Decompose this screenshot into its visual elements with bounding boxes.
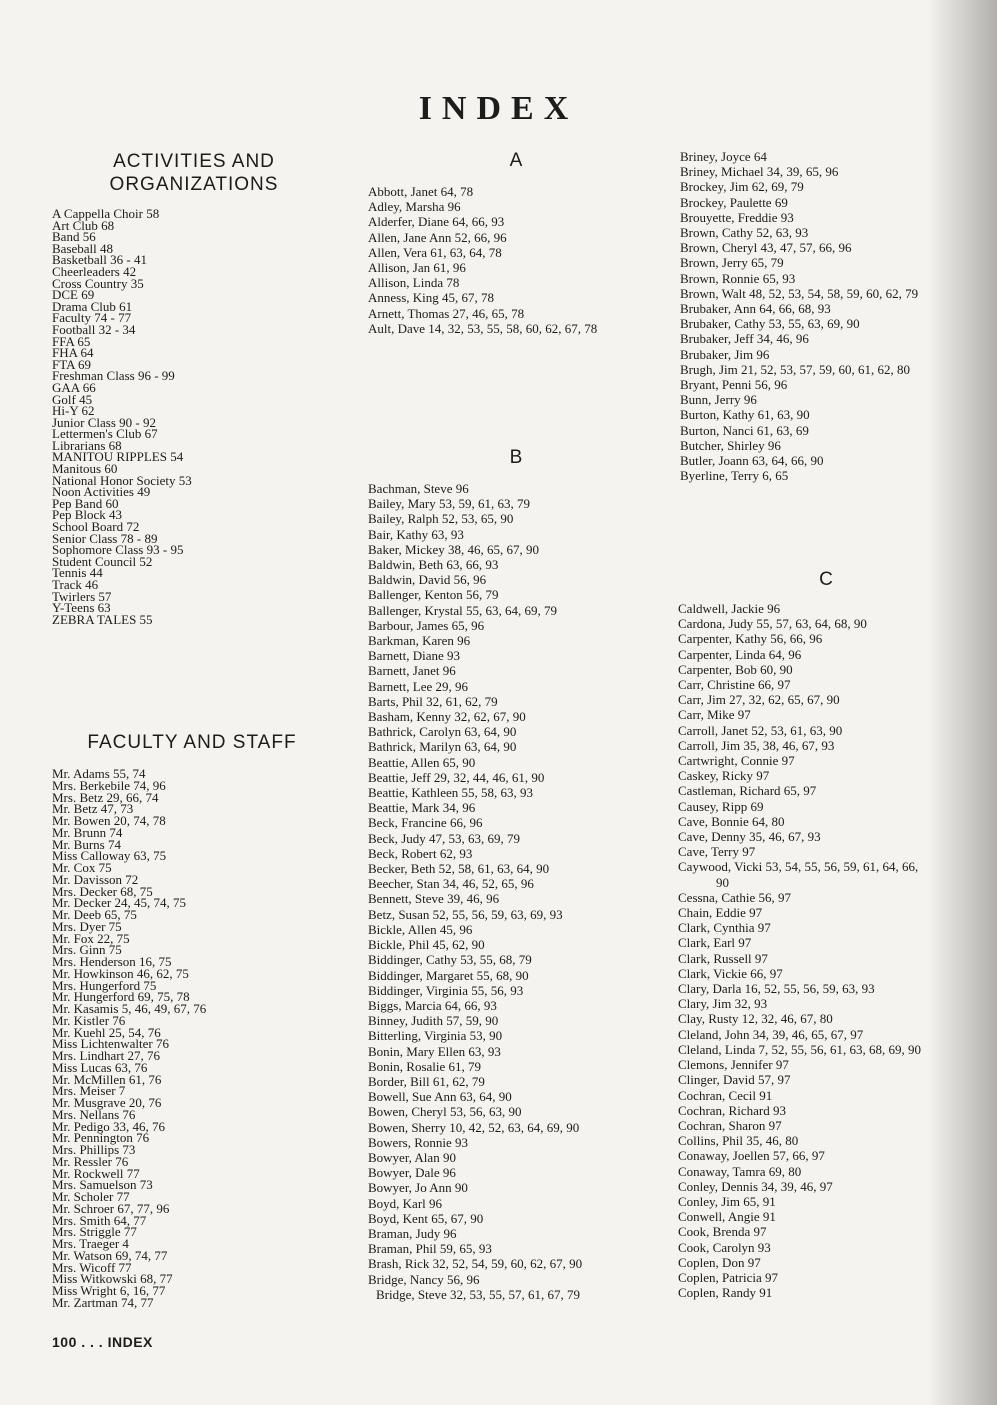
faculty-entry: Mrs. Ginn 75 [52,942,122,958]
index-entry: Castleman, Richard 65, 97 [678,783,817,799]
index-entry: Caldwell, Jackie 96 [678,601,781,616]
index-entry: Ballenger, Krystal 55, 63, 64, 69, 79 [368,602,558,618]
faculty-heading: FACULTY AND STAFF [87,732,297,753]
activity-entry: Drama Club 61 [52,298,133,314]
index-entry: Coplen, Patricia 97 [678,1269,779,1285]
index-entry: Brown, Ronnie 65, 93 [680,270,796,286]
index-entry: Bowyer, Alan 90 [368,1149,456,1165]
faculty-entry: Miss Lichtenwalter 76 [52,1036,169,1052]
index-entry: Bryant, Penni 56, 96 [680,377,788,393]
activity-entry: Junior Class 90 - 92 [52,414,156,430]
index-entry: Carr, Mike 97 [678,707,751,723]
index-entry: Barts, Phil 32, 61, 62, 79 [368,693,498,709]
index-entry: Beattie, Jeff 29, 32, 44, 46, 61, 90 [368,769,545,785]
faculty-entry: Mrs. Lindhart 27, 76 [52,1048,160,1063]
index-entry: Bair, Kathy 63, 93 [368,526,464,542]
index-entry: Caywood, Vicki 53, 54, 55, 56, 59, 61, 64, 66, [678,859,919,875]
faculty-entry: Mr. Pennington 76 [52,1130,150,1146]
faculty-entry: Mrs. Wicoff 77 [52,1259,132,1275]
index-entry: Butcher, Shirley 96 [680,437,781,453]
activity-entry: A Cappella Choir 58 [52,206,160,221]
index-entry: Causey, Ripp 69 [678,798,764,814]
activity-entry: National Honor Society 53 [52,472,192,488]
faculty-entry: Mr. Pedigo 33, 46, 76 [52,1118,166,1134]
faculty-entry: Mr. Schroer 67, 77, 96 [52,1200,170,1216]
index-entry: Barnett, Lee 29, 96 [368,678,468,694]
index-entry: Burton, Kathy 61, 63, 90 [680,407,810,423]
activity-entry: Pep Band 60 [52,495,119,511]
index-entry: Cochran, Richard 93 [678,1102,786,1118]
index-entry: Butler, Joann 63, 64, 66, 90 [680,453,824,469]
index-entry: Cook, Carolyn 93 [678,1239,771,1255]
faculty-entry: Mr. Betz 47, 73 [52,801,134,817]
index-entry: Cave, Denny 35, 46, 67, 93 [678,829,821,845]
faculty-entry: Mr. Ressler 76 [52,1153,129,1169]
index-entry: Carpenter, Bob 60, 90 [678,661,793,677]
index-entry: Carr, Christine 66, 97 [678,677,791,693]
index-entry: Bailey, Ralph 52, 53, 65, 90 [368,511,514,527]
faculty-entry: Mr. Burns 74 [52,836,121,852]
activity-entry: Sophomore Class 93 - 95 [52,542,184,558]
index-entry: Bailey, Mary 53, 59, 61, 63, 79 [368,496,530,512]
index-entry: Brown, Cathy 52, 63, 93 [680,225,809,241]
activity-entry: Band 56 [52,229,96,245]
index-entry: Conley, Jim 65, 91 [678,1193,776,1209]
index-entry: Brown, Cheryl 43, 47, 57, 66, 96 [680,240,852,256]
index-entry: Clary, Jim 32, 93 [678,996,768,1012]
section-b-continued-list [680,149,980,483]
index-entry: Clark, Cynthia 97 [678,920,771,936]
activity-entry: Senior Class 78 - 89 [52,530,158,546]
index-entry: Cleland, Linda 7, 52, 55, 56, 61, 63, 68, 69, 90 [678,1041,922,1057]
index-entry: Bowen, Cheryl 53, 56, 63, 90 [368,1104,522,1120]
index-entry: Carpenter, Linda 64, 96 [678,646,802,662]
activity-entry: Manitous 60 [52,461,118,477]
index-entry: Bowen, Sherry 10, 42, 52, 63, 64, 69, 90 [368,1119,580,1135]
faculty-entry: Mr. Watson 69, 74, 77 [52,1247,168,1263]
index-entry: Alderfer, Diane 64, 66, 93 [368,214,505,230]
index-entry: Brockey, Paulette 69 [680,194,788,210]
index-entry: Bickle, Phil 45, 62, 90 [368,937,485,953]
index-entry: Brugh, Jim 21, 52, 53, 57, 59, 60, 61, 62, 80 [680,361,911,377]
faculty-entry: Mrs. Hungerford 75 [52,977,157,993]
index-entry: Beck, Francine 66, 96 [368,815,483,831]
activity-entry: Librarians 68 [52,437,122,453]
index-entry: Beecher, Stan 34, 46, 52, 65, 96 [368,876,534,892]
faculty-entry: Mr. Zartman 74, 77 [52,1294,154,1310]
faculty-entry: Miss Calloway 63, 75 [52,848,167,864]
index-entry: Beattie, Kathleen 55, 58, 63, 93 [368,785,533,801]
index-entry: 90 [716,874,729,890]
index-entry: Allison, Jan 61, 96 [368,260,466,276]
index-entry: Brubaker, Jim 96 [680,346,770,362]
index-entry: Baldwin, Beth 63, 66, 93 [368,557,499,573]
section-b [368,447,668,1302]
faculty-entry: Mrs. Decker 68, 75 [52,883,153,899]
activity-entry: Basketball 36 - 41 [52,252,147,268]
faculty-entry: Mr. Hungerford 69, 75, 78 [52,989,190,1005]
index-entry: Ault, Dave 14, 32, 53, 55, 58, 60, 62, 67, 78 [368,320,598,336]
index-entry: Cook, Brenda 97 [678,1224,767,1240]
index-entry: Cartwright, Connie 97 [678,753,795,769]
index-entry: Briney, Michael 34, 39, 65, 96 [680,164,839,180]
index-entry: Bowers, Ronnie 93 [368,1134,469,1150]
activity-entry: FHA 64 [52,345,94,361]
index-entry: Brouyette, Freddie 93 [680,209,794,225]
activity-entry: Student Council 52 [52,553,153,569]
activity-entry: Faculty 74 - 77 [52,310,132,326]
section-a [368,150,668,336]
index-entry: Ballenger, Kenton 56, 79 [368,587,499,603]
index-entry: Cleland, John 34, 39, 46, 65, 67, 97 [678,1026,864,1042]
section-c [678,569,978,1300]
index-entry: Cave, Bonnie 64, 80 [678,813,785,829]
activity-entry: ZEBRA TALES 55 [52,611,153,627]
activity-entry: Freshman Class 96 - 99 [52,368,175,384]
index-entry: Bitterling, Virginia 53, 90 [368,1028,503,1044]
index-entry: Caskey, Ricky 97 [678,768,770,784]
activities-section [52,150,352,625]
activity-entry: Cheerleaders 42 [52,263,137,279]
section-b-letter: B [509,447,523,468]
activity-entry: FFA 65 [52,333,91,349]
index-entry: Bachman, Steve 96 [368,481,469,496]
faculty-entry: Mr. Cox 75 [52,860,112,875]
index-entry: Barkman, Karen 96 [368,633,471,649]
index-entry: Carroll, Jim 35, 38, 46, 67, 93 [678,737,835,753]
index-entry: Bowyer, Dale 96 [368,1165,456,1181]
activity-entry: Y-Teens 63 [52,600,111,616]
index-entry: Bonin, Mary Ellen 63, 93 [368,1043,501,1059]
index-entry: Biddinger, Margaret 55, 68, 90 [368,967,529,983]
faculty-list [52,768,352,1309]
index-entry: Clemons, Jennifer 97 [678,1057,789,1073]
faculty-entry: Mr. Fox 22, 75 [52,930,130,946]
activity-entry: Hi-Y 62 [52,403,95,419]
index-entry: Clary, Darla 16, 52, 55, 56, 59, 63, 93 [678,981,875,997]
activity-entry: Cross Country 35 [52,275,144,291]
faculty-entry: Miss Wright 6, 16, 77 [52,1283,166,1298]
faculty-entry: Mr. McMillen 61, 76 [52,1071,162,1087]
index-entry: Clark, Russell 97 [678,950,768,966]
index-entry: Carpenter, Kathy 56, 66, 96 [678,631,823,647]
index-entry: Clinger, David 57, 97 [678,1072,791,1088]
index-entry: Boyd, Karl 96 [368,1195,443,1211]
index-entry: Anness, King 45, 67, 78 [368,290,495,306]
activity-entry: Baseball 48 [52,240,114,256]
page-footer: 100 . . . INDEX [52,1334,153,1350]
faculty-entry: Mrs. Dyer 75 [52,918,122,934]
faculty-entry: Mrs. Henderson 16, 75 [52,954,172,969]
faculty-entry: Mr. Bowen 20, 74, 78 [52,813,166,828]
faculty-entry: Mr. Kasamis 5, 46, 49, 67, 76 [52,1001,207,1016]
faculty-entry: Mrs. Traeger 4 [52,1236,129,1251]
index-entry: Beattie, Mark 34, 96 [368,800,476,816]
index-entry: Baldwin, David 56, 96 [368,572,487,588]
index-entry: Bathrick, Carolyn 63, 64, 90 [368,724,517,740]
index-entry: Carroll, Janet 52, 53, 61, 63, 90 [678,722,843,738]
faculty-entry: Mrs. Smith 64, 77 [52,1212,147,1228]
index-entry: Cave, Terry 97 [678,844,756,860]
index-entry: Burton, Nanci 61, 63, 69 [680,422,809,438]
activity-entry: Golf 45 [52,391,93,407]
index-entry: Brubaker, Ann 64, 66, 68, 93 [680,301,831,317]
index-entry: Allen, Vera 61, 63, 64, 78 [368,244,502,260]
faculty-entry: Mrs. Nellans 76 [52,1106,136,1122]
section-c-list [678,601,978,1300]
faculty-entry: Miss Witkowski 68, 77 [52,1271,173,1287]
faculty-entry: Mr. Davisson 72 [52,871,139,887]
index-entry: Adley, Marsha 96 [368,199,461,215]
page-title: INDEX [418,90,579,127]
index-entry: Coplen, Randy 91 [678,1285,773,1301]
index-entry: Braman, Phil 59, 65, 93 [368,1241,492,1257]
faculty-entry: Mrs. Striggle 77 [52,1224,137,1240]
faculty-entry: Miss Lucas 63, 76 [52,1059,148,1075]
index-entry: Baker, Mickey 38, 46, 65, 67, 90 [368,541,539,557]
index-entry: Becker, Beth 52, 58, 61, 63, 64, 90 [368,861,550,877]
activity-entry: Art Club 68 [52,217,115,233]
index-entry: Clark, Vickie 66, 97 [678,965,783,981]
faculty-section [52,731,352,1309]
index-entry: Brash, Rick 32, 52, 54, 59, 60, 62, 67, 90 [368,1256,583,1272]
index-entry: Braman, Judy 96 [368,1225,457,1241]
faculty-entry: Mr. Decker 24, 45, 74, 75 [52,895,186,911]
index-entry: Briney, Joyce 64 [680,149,767,164]
activity-entry: School Board 72 [52,519,140,535]
activities-list [52,208,352,625]
index-entry: Conaway, Tamra 69, 80 [678,1163,802,1179]
activity-entry: Twirlers 57 [52,588,112,604]
section-a-list [368,184,668,336]
section-b-list [368,481,668,1302]
index-entry: Biddinger, Cathy 53, 55, 68, 79 [368,952,532,968]
index-entry: Carr, Jim 27, 32, 62, 65, 67, 90 [678,692,840,708]
faculty-entry: Mr. Brunn 74 [52,824,123,840]
activity-entry: DCE 69 [52,287,95,303]
activity-entry: MANITOU RIPPLES 54 [52,449,184,465]
index-entry: Bathrick, Marilyn 63, 64, 90 [368,739,517,755]
faculty-entry: Mr. Adams 55, 74 [52,766,146,781]
faculty-entry: Mrs. Meiser 7 [52,1083,126,1099]
index-entry: Coplen, Don 97 [678,1254,761,1270]
index-entry: Bridge, Steve 32, 53, 55, 57, 61, 67, 79 [376,1286,581,1302]
index-entry: Clark, Earl 97 [678,935,752,951]
index-entry: Clay, Rusty 12, 32, 46, 67, 80 [678,1011,833,1027]
index-entry: Biddinger, Virginia 55, 56, 93 [368,982,524,998]
index-entry: Biggs, Marcia 64, 66, 93 [368,997,497,1013]
activity-entry: Pep Block 43 [52,507,123,523]
index-entry: Conley, Dennis 34, 39, 46, 97 [678,1178,833,1194]
section-c-letter: C [819,569,833,590]
activities-heading-2: ORGANIZATIONS [109,174,279,195]
index-entry: Cardona, Judy 55, 57, 63, 64, 68, 90 [678,616,867,632]
index-entry: Barnett, Janet 96 [368,663,456,679]
index-entry: Brubaker, Jeff 34, 46, 96 [680,331,809,347]
activity-entry: FTA 69 [52,356,92,372]
index-entry: Abbott, Janet 64, 78 [368,184,474,199]
index-entry: Beattie, Allen 65, 90 [368,754,476,770]
activity-entry: Tennis 44 [52,565,103,581]
index-entry: Boyd, Kent 65, 67, 90 [368,1210,484,1226]
index-entry: Byerline, Terry 6, 65 [680,468,789,484]
index-entry: Allen, Jane Ann 52, 66, 96 [368,229,507,245]
index-entry: Bickle, Allen 45, 96 [368,921,473,937]
index-entry: Brockey, Jim 62, 69, 79 [680,179,804,195]
activity-entry: Noon Activities 49 [52,484,151,500]
index-entry: Cochran, Sharon 97 [678,1117,782,1133]
faculty-entry: Mr. Kistler 76 [52,1012,126,1028]
activity-entry: Football 32 - 34 [52,321,136,337]
index-entry: Allison, Linda 78 [368,275,460,291]
index-entry: Bowell, Sue Ann 63, 64, 90 [368,1089,512,1105]
index-entry: Binney, Judith 57, 59, 90 [368,1013,499,1029]
index-entry: Brubaker, Cathy 53, 55, 63, 69, 90 [680,316,860,332]
index-entry: Bunn, Jerry 96 [680,392,757,408]
index-entry: Border, Bill 61, 62, 79 [368,1073,485,1089]
index-entry: Beck, Judy 47, 53, 63, 69, 79 [368,830,521,846]
faculty-entry: Mr. Howkinson 46, 62, 75 [52,965,189,981]
index-entry: Cochran, Cecil 91 [678,1087,773,1103]
index-entry: Cessna, Cathie 56, 97 [678,889,792,905]
index-entry: Basham, Kenny 32, 62, 67, 90 [368,709,526,725]
faculty-entry: Mrs. Betz 29, 66, 74 [52,789,159,805]
index-entry: Barnett, Diane 93 [368,648,461,664]
activity-entry: Track 46 [52,577,99,592]
index-entry: Beck, Robert 62, 93 [368,845,473,861]
index-entry: Bennett, Steve 39, 46, 96 [368,891,500,907]
section-a-letter: A [509,150,523,171]
index-entry: Bridge, Nancy 56, 96 [368,1271,480,1287]
section-b-continued [680,149,980,483]
index-entry: Barbour, James 65, 96 [368,617,485,633]
activity-entry: GAA 66 [52,379,96,395]
faculty-entry: Mrs. Phillips 73 [52,1142,136,1157]
activities-heading: ACTIVITIES AND [113,151,275,172]
index-entry: Conwell, Angie 91 [678,1209,776,1225]
faculty-entry: Mr. Deeb 65, 75 [52,907,137,922]
index-entry: Betz, Susan 52, 55, 56, 59, 63, 69, 93 [368,906,563,922]
index-entry: Bowyer, Jo Ann 90 [368,1180,468,1196]
index-entry: Arnett, Thomas 27, 46, 65, 78 [368,305,525,321]
faculty-entry: Mr. Rockwell 77 [52,1165,140,1181]
index-entry: Chain, Eddie 97 [678,905,763,921]
faculty-entry: Mrs. Samuelson 73 [52,1177,153,1193]
activity-entry: Lettermen's Club 67 [52,426,158,442]
index-entry: Bonin, Rosalie 61, 79 [368,1058,482,1074]
index-entry: Brown, Walt 48, 52, 53, 54, 58, 59, 60, 62, 79 [680,285,919,301]
faculty-entry: Mr. Kuehl 25, 54, 76 [52,1024,161,1040]
faculty-entry: Mrs. Berkebile 74, 96 [52,777,166,793]
index-entry: Collins, Phil 35, 46, 80 [678,1133,799,1149]
faculty-entry: Mr. Musgrave 20, 76 [52,1095,162,1110]
index-entry: Brown, Jerry 65, 79 [680,255,784,271]
faculty-entry: Mr. Scholer 77 [52,1189,130,1204]
index-entry: Conaway, Joellen 57, 66, 97 [678,1148,825,1164]
